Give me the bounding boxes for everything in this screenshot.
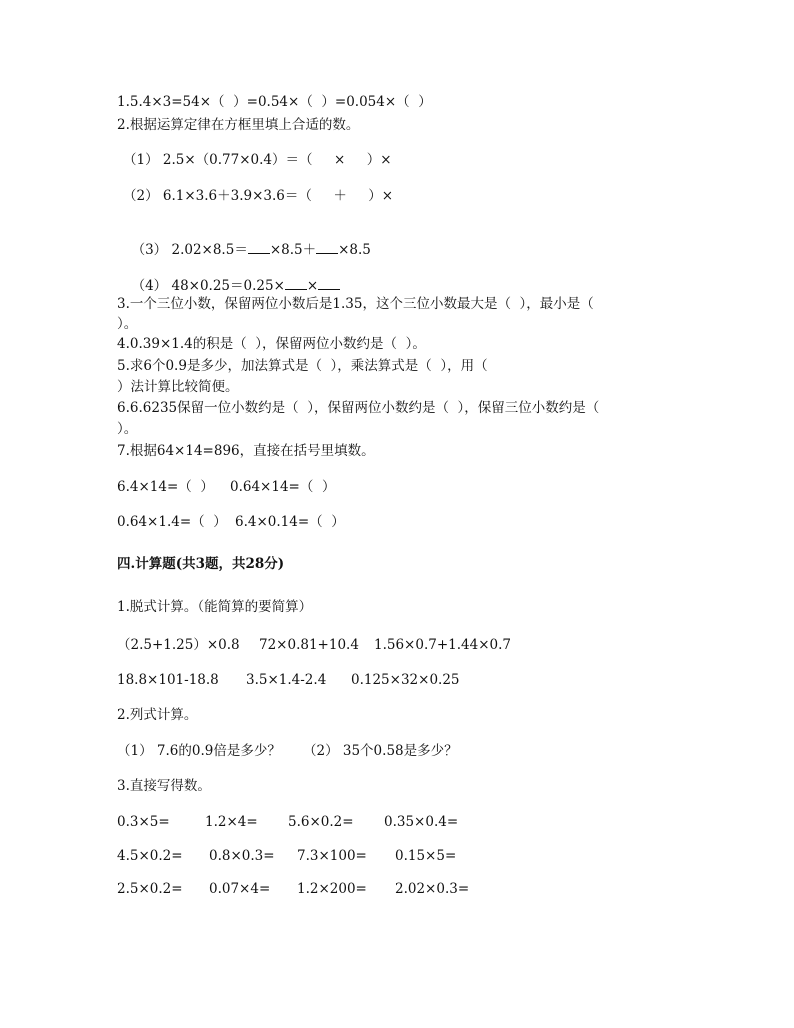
answer-blank [248, 240, 270, 254]
q7-row2-item-1: 0.64×1.4=（ ） [117, 514, 227, 530]
direct-calc-item: 0.8×0.3= [209, 848, 275, 864]
calc-2-item-1: （1） 7.6的0.9倍是多少？ [117, 743, 281, 759]
calc-1-title: 1.脱式计算。（能简算的要简算） [117, 599, 313, 615]
calc-2-title: 2.列式计算。 [117, 707, 198, 723]
q4-text: 4.0.39×1.4的积是（ ），保留两位小数约是（ ）。 [117, 336, 426, 352]
direct-calc-item: 4.5×0.2= [117, 848, 183, 864]
q2-item-3-mid: ×8.5＋ [269, 242, 317, 258]
calc-2-item-2: （2） 35个0.58是多少？ [303, 743, 458, 759]
q7-row2-item-2: 6.4×0.14=（ ） [235, 514, 345, 530]
q2-item-2: （2） 6.1×3.6＋3.9×3.6＝（ ＋ ）× [123, 188, 394, 204]
q6-line-2: ）。 [117, 421, 138, 437]
q6-line-1: 6.6.6235保留一位小数约是（ ），保留两位小数约是（ ），保留三位小数约是（ [117, 400, 600, 416]
direct-calc-item: 1.2×4= [205, 814, 258, 830]
answer-blank [318, 276, 340, 290]
calc-1-row1-item-3: 1.56×0.7+1.44×0.7 [374, 637, 511, 653]
q5-line-2: ）法计算比较简便。 [117, 379, 239, 395]
direct-calc-item: 0.07×4= [209, 881, 271, 897]
calc-1-row2-item-3: 0.125×32×0.25 [351, 672, 460, 688]
direct-calc-item: 0.35×0.4= [384, 814, 459, 830]
q2-item-3-end: ×8.5 [338, 242, 371, 258]
calc-3-title: 3.直接写得数。 [117, 778, 211, 794]
q1-text: 1.5.4×3=54×（ ）=0.54×（ ）=0.054×（ ） [117, 94, 432, 110]
direct-calc-item: 1.2×200= [297, 881, 367, 897]
direct-calc-item: 2.02×0.3= [395, 881, 470, 897]
direct-calc-item: 2.5×0.2= [117, 881, 183, 897]
calc-1-row2-item-2: 3.5×1.4-2.4 [246, 672, 327, 688]
q7-row1-item-1: 6.4×14=（ ） [117, 479, 214, 495]
q2-title: 2.根据运算定律在方框里填上合适的数。 [117, 117, 360, 133]
calc-1-row1-item-1: （2.5+1.25）×0.8 [117, 637, 240, 653]
calc-1-row2-item-1: 18.8×101-18.8 [117, 672, 219, 688]
direct-calc-item: 7.3×100= [297, 848, 367, 864]
q2-item-1: （1） 2.5×（0.77×0.4）＝（ × ）× [123, 152, 392, 168]
q7-title: 7.根据64×14=896，直接在括号里填数。 [117, 443, 375, 459]
answer-blank [285, 276, 307, 290]
q3-line-2: ）。 [117, 316, 138, 332]
direct-calc-item: 0.15×5= [395, 848, 457, 864]
q2-item-4-mid: × [306, 278, 319, 294]
q2-item-3-start: （3） 2.02×8.5＝ [131, 242, 248, 258]
q7-row1-item-2: 0.64×14=（ ） [230, 479, 336, 495]
q2-item-4 [123, 260, 340, 294]
q3-line-1: 3.一个三位小数，保留两位小数后是1.35，这个三位小数最大是（ ），最小是（ [117, 296, 594, 312]
direct-calc-item: 0.3×5= [117, 814, 170, 830]
q2-item-3 [123, 224, 371, 258]
direct-calc-item: 5.6×0.2= [288, 814, 354, 830]
q2-item-4-start: （4） 48×0.25＝0.25× [131, 278, 285, 294]
q5-line-1: 5.求6个0.9是多少，加法算式是（ ），乘法算式是（ ），用（ [117, 358, 488, 374]
answer-blank [316, 240, 338, 254]
section-heading: 四.计算题(共3题，共28分) [117, 556, 285, 572]
calc-1-row1-item-2: 72×0.81+10.4 [259, 637, 359, 653]
